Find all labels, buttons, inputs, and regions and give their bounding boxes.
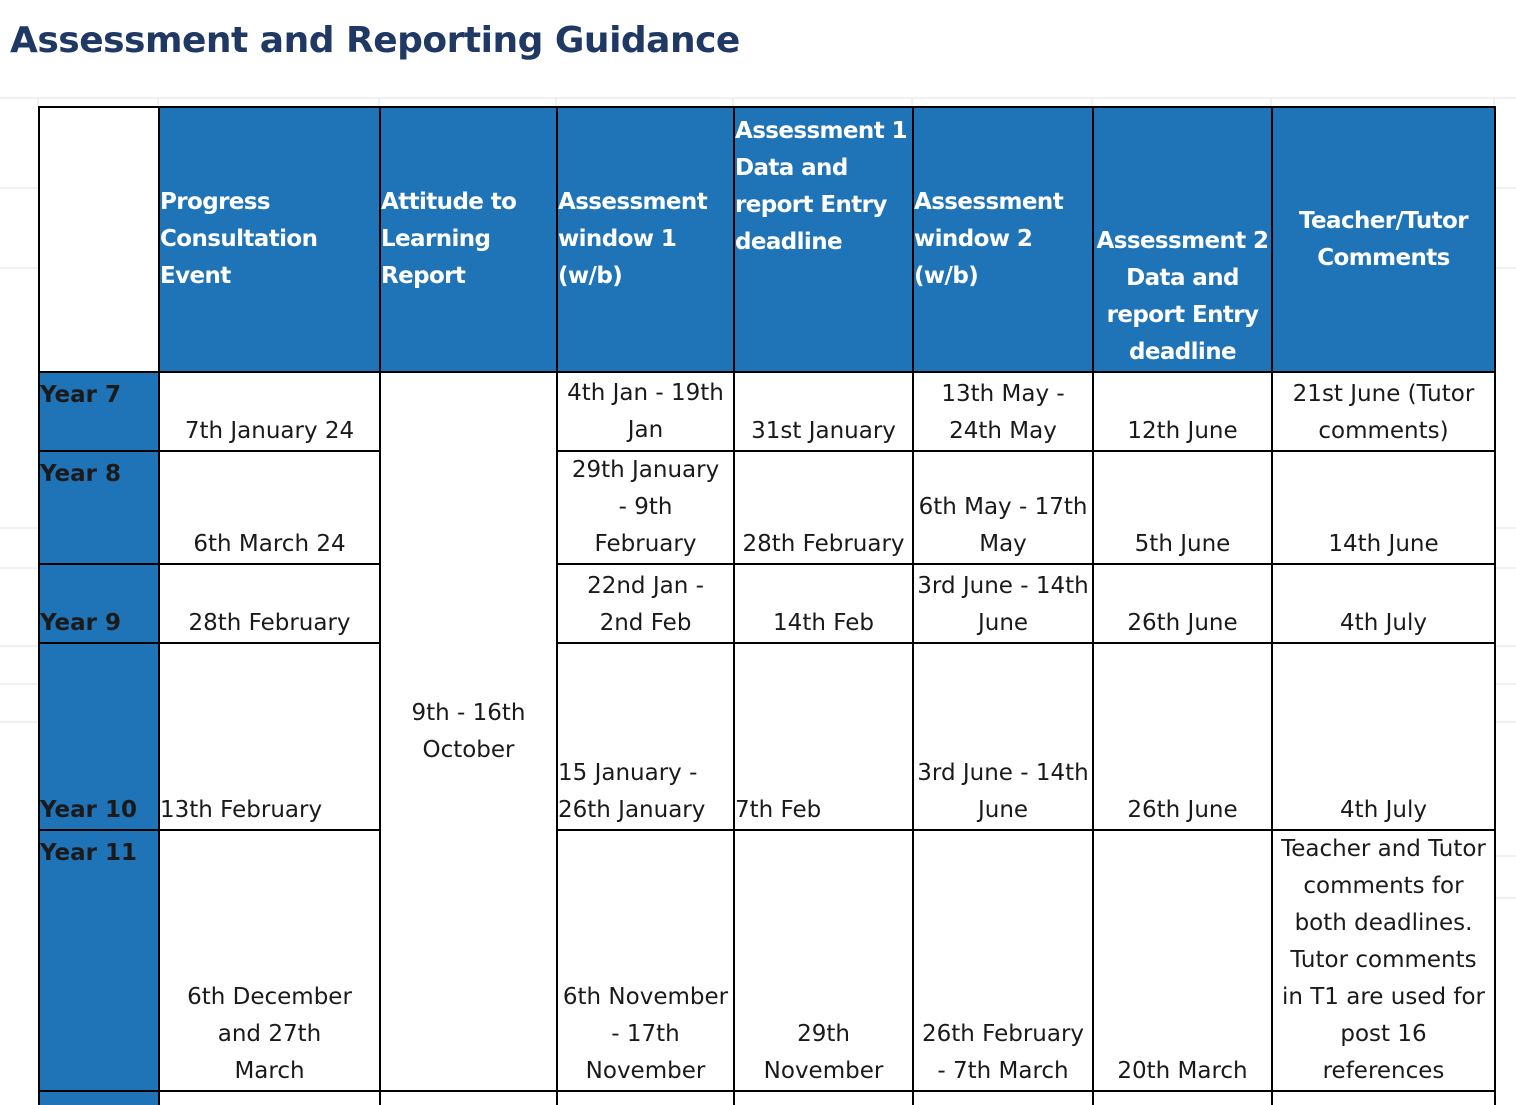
header-assessment-window-2 bbox=[913, 107, 1093, 372]
year-label: Year 11 bbox=[39, 830, 159, 1091]
teacher-tutor-comments: 14th June bbox=[1272, 451, 1495, 564]
assessment-2-deadline: 12th June bbox=[1093, 372, 1272, 451]
header-comments-label: Teacher/Tutor Comments bbox=[1299, 207, 1468, 271]
table-row-partial bbox=[39, 1091, 1495, 1105]
year-label-partial bbox=[39, 1091, 159, 1105]
year-label: Year 7 bbox=[39, 372, 159, 451]
header-teacher-tutor-comments bbox=[1272, 107, 1495, 372]
table-row bbox=[39, 643, 1495, 830]
corner-cell bbox=[39, 107, 159, 372]
assessment-2-deadline: 20th March bbox=[1093, 830, 1272, 1091]
teacher-tutor-comments bbox=[1272, 830, 1495, 1091]
assessment-window-1 bbox=[557, 451, 734, 564]
assessment-window-2-text: 26th February - 7th March bbox=[921, 1021, 1085, 1084]
assessment-window-2-text: 3rd June - 14th June bbox=[917, 573, 1089, 636]
header-progress-consultation bbox=[159, 107, 380, 372]
assessment-1-deadline bbox=[734, 830, 913, 1091]
assessment-window-2 bbox=[913, 643, 1093, 830]
assessment-2-deadline: 26th June bbox=[1093, 643, 1272, 830]
header-row bbox=[39, 107, 1495, 372]
assessment-window-2 bbox=[913, 564, 1093, 643]
assessment-window-2-text: 6th May - 17th May bbox=[918, 494, 1088, 557]
assessment-1-deadline: 28th February bbox=[734, 451, 913, 564]
attitude-to-learning-text: 9th - 16th October bbox=[411, 699, 526, 763]
assessment-2-deadline: 5th June bbox=[1093, 451, 1272, 564]
empty-cell bbox=[913, 1091, 1093, 1105]
assessment-window-2 bbox=[913, 830, 1093, 1091]
attitude-to-learning-date bbox=[380, 372, 557, 1091]
table-row bbox=[39, 564, 1495, 643]
assessment-1-deadline: 31st January bbox=[734, 372, 913, 451]
teacher-tutor-comments: 4th July bbox=[1272, 643, 1495, 830]
table-row bbox=[39, 451, 1495, 564]
comments-text: Teacher and Tutor comments for both deadlines. Tutor comments in T1 are used for post 16 references bbox=[1281, 836, 1486, 1084]
guidance-table bbox=[38, 106, 1496, 1105]
header-a2-deadline-label: Assessment 2 Data and report Entry deadline bbox=[1096, 228, 1269, 365]
header-attitude-label: Attitude to Learning Report bbox=[381, 189, 517, 289]
assessment-window-1-text: 29th January - 9th February bbox=[571, 457, 720, 557]
assessment-window-2-text: 13th May - 24th May bbox=[941, 381, 1065, 444]
progress-date: 13th February bbox=[159, 643, 380, 830]
assessment-window-1 bbox=[557, 564, 734, 643]
assessment-window-2 bbox=[913, 372, 1093, 451]
assessment-2-deadline: 26th June bbox=[1093, 564, 1272, 643]
empty-cell bbox=[557, 1091, 734, 1105]
header-aw2-label: Assessment window 2 (w/b) bbox=[914, 189, 1064, 289]
progress-date-text: 6th December and 27th March bbox=[187, 984, 352, 1084]
header-progress-label: Progress Consultation Event bbox=[160, 189, 318, 289]
teacher-tutor-comments bbox=[1272, 372, 1495, 451]
empty-cell bbox=[1272, 1091, 1495, 1105]
assessment-window-1: 4th Jan - 19th Jan bbox=[557, 372, 734, 451]
empty-cell bbox=[380, 1091, 557, 1105]
empty-cell bbox=[159, 1091, 380, 1105]
assessment-window-1 bbox=[557, 830, 734, 1091]
header-aw1-label: Assessment window 1 (w/b) bbox=[558, 189, 708, 289]
header-a1-deadline-label: Assessment 1 Data and report Entry deadline bbox=[735, 118, 907, 255]
empty-cell bbox=[1093, 1091, 1272, 1105]
teacher-tutor-comments: 4th July bbox=[1272, 564, 1495, 643]
progress-date: 28th February bbox=[159, 564, 380, 643]
assessment-1-deadline: 7th Feb bbox=[734, 643, 913, 830]
progress-date bbox=[159, 830, 380, 1091]
header-assessment-window-1 bbox=[557, 107, 734, 372]
progress-date: 7th January 24 bbox=[159, 372, 380, 451]
assessment-window-1-text: 22nd Jan - 2nd Feb bbox=[587, 573, 704, 636]
assessment-1-deadline: 14th Feb bbox=[734, 564, 913, 643]
year-label: Year 9 bbox=[39, 564, 159, 643]
year-label: Year 8 bbox=[39, 451, 159, 564]
table-row bbox=[39, 830, 1495, 1091]
header-attitude-to-learning bbox=[380, 107, 557, 372]
assessment-window-1 bbox=[557, 643, 734, 830]
assessment-window-2 bbox=[913, 451, 1093, 564]
progress-date: 6th March 24 bbox=[159, 451, 380, 564]
assessment-1-deadline-text: 29th November bbox=[763, 1021, 884, 1084]
empty-cell bbox=[734, 1091, 913, 1105]
year-label: Year 10 bbox=[39, 643, 159, 830]
assessment-window-2-text: 3rd June - 14th June bbox=[917, 760, 1089, 823]
header-assessment-2-deadline bbox=[1093, 107, 1272, 372]
assessment-window-1-text: 15 January - 26th January bbox=[558, 760, 706, 823]
table-row bbox=[39, 372, 1495, 451]
page-title: Assessment and Reporting Guidance bbox=[10, 20, 740, 61]
comments-text: 21st June (Tutor comments) bbox=[1292, 381, 1475, 444]
assessment-window-1-text: 6th November - 17th November bbox=[562, 984, 729, 1084]
header-assessment-1-deadline bbox=[734, 107, 913, 372]
